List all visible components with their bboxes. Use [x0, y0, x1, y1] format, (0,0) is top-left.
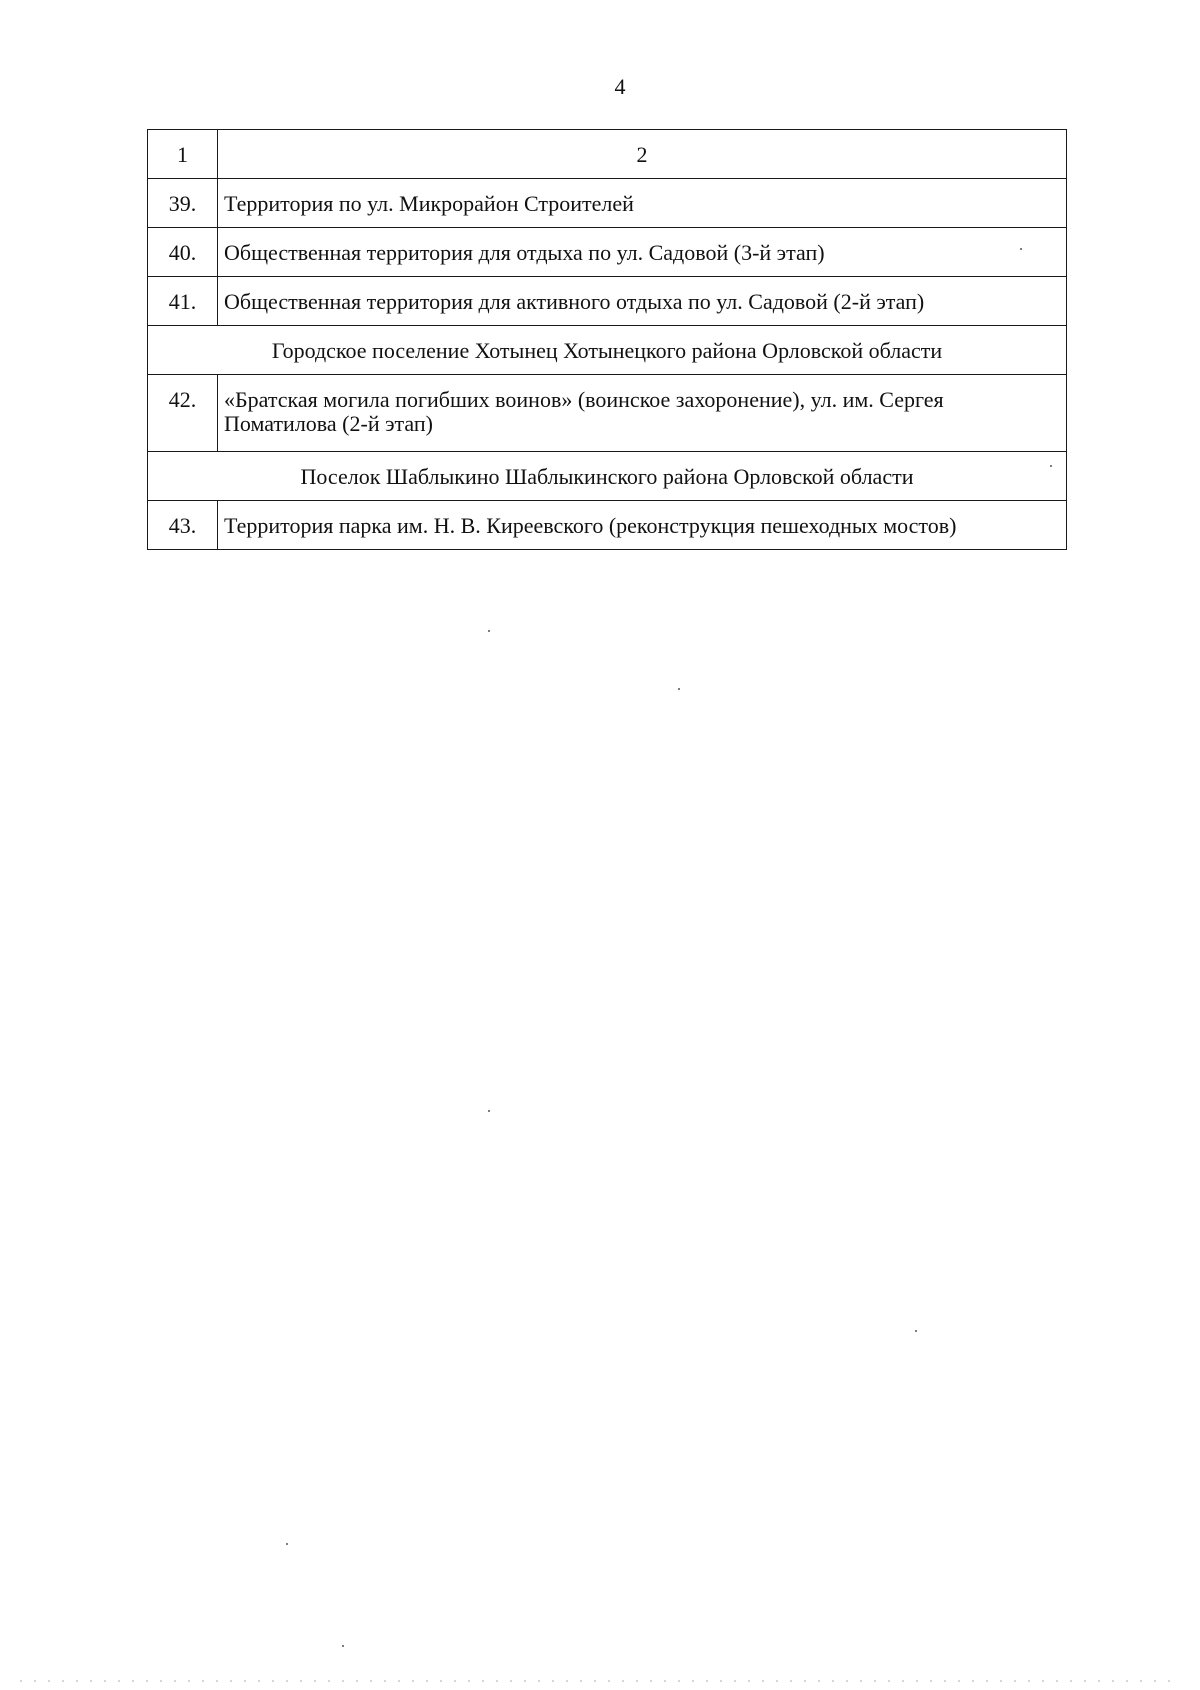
row-number: 39. — [148, 179, 218, 228]
row-number: 40. — [148, 228, 218, 277]
document-table — [147, 129, 1067, 550]
section-row — [148, 452, 1067, 501]
scan-speck — [342, 1645, 344, 1647]
table-row — [148, 179, 1067, 228]
row-text: Территория по ул. Микрорайон Строителей — [218, 179, 1067, 228]
row-number: 42. — [148, 375, 218, 452]
scan-speck — [1020, 248, 1022, 250]
scan-speck — [1050, 465, 1052, 467]
row-text: Общественная территория для отдыха по ул. Садовой (3-й этап) — [218, 228, 1067, 277]
scan-speck — [678, 688, 680, 690]
table-row — [148, 501, 1067, 550]
section-heading: Поселок Шаблыкино Шаблыкинского района Орловской области — [148, 452, 1067, 501]
row-number: 43. — [148, 501, 218, 550]
scan-speck — [488, 630, 490, 632]
page-number: 4 — [614, 74, 626, 99]
row-number: 41. — [148, 277, 218, 326]
scan-speck — [286, 1543, 288, 1545]
section-row — [148, 326, 1067, 375]
table-row — [148, 228, 1067, 277]
scan-speck — [915, 1330, 917, 1332]
scan-noise — [20, 1680, 1180, 1682]
row-text: Территория парка им. Н. В. Киреевского (реконструкция пешеходных мостов) — [218, 501, 1067, 550]
row-text: Общественная территория для активного отдыха по ул. Садовой (2-й этап) — [218, 277, 1067, 326]
scan-speck — [488, 1110, 490, 1112]
section-heading: Городское поселение Хотынец Хотынецкого района Орловской области — [148, 326, 1067, 375]
table-row — [148, 375, 1067, 452]
row-text: «Братская могила погибших воинов» (воинское захоронение), ул. им. Сергея Поматилова (2-й этап) — [218, 375, 1067, 452]
table-header-row — [148, 130, 1067, 179]
table-row — [148, 277, 1067, 326]
header-col-2: 2 — [218, 130, 1067, 179]
header-col-1: 1 — [148, 130, 218, 179]
